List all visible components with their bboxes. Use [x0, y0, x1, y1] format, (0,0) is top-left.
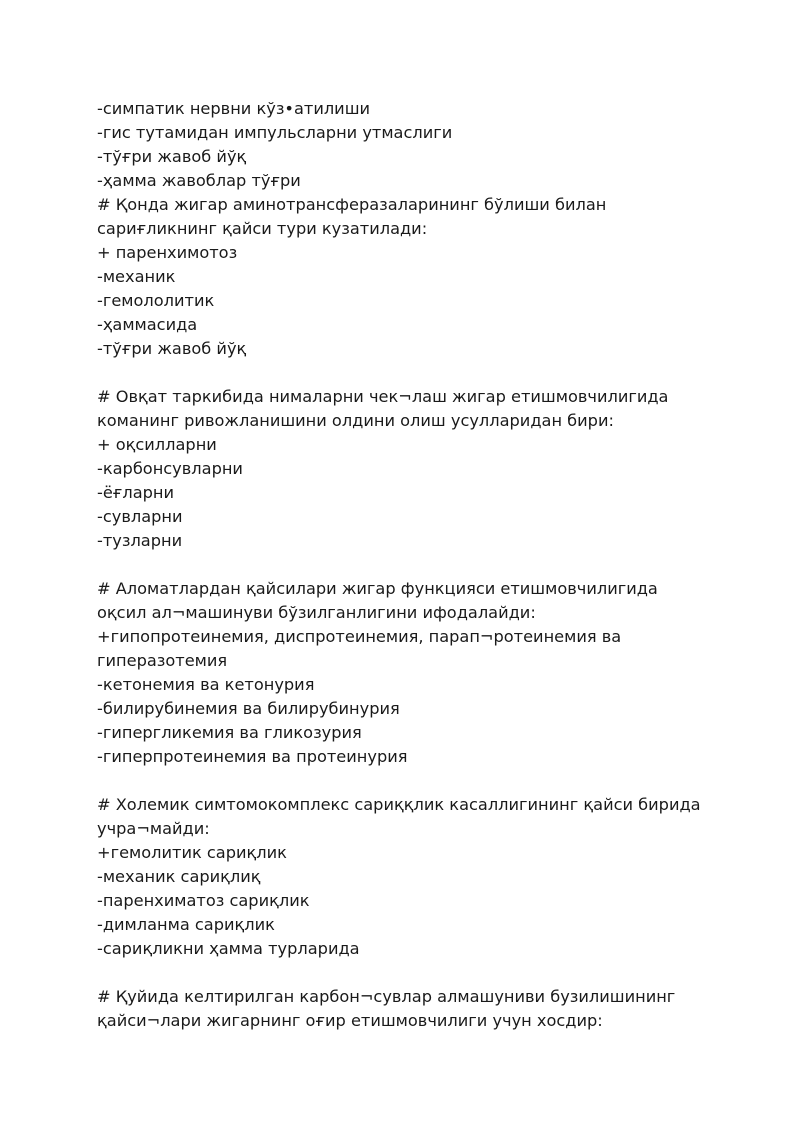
blank-line	[97, 361, 737, 385]
correct-answer: + оқсилларни	[97, 435, 217, 454]
document-text	[97, 97, 737, 1033]
question-line: # Қуйида келтирилган карбон¬сувлар алмашуниви бузилишининг	[97, 987, 676, 1006]
answer-option: -билирубинемия ва билирубинурия	[97, 699, 400, 718]
blank-line	[97, 769, 737, 793]
answer-option: -ҳаммасида	[97, 315, 198, 334]
question-line: сариғликнинг қайси тури кузатилади:	[97, 219, 428, 238]
answer-option: -сариқликни ҳамма турларида	[97, 939, 360, 958]
correct-answer: гиперазотемия	[97, 651, 228, 670]
answer-option: -гипергликемия ва гликозурия	[97, 723, 362, 742]
question-line: # Холемик симтомокомплекс сариққлик касаллигининг қайси бирида	[97, 795, 701, 814]
answer-option: -карбонсувларни	[97, 459, 243, 478]
question-line: команинг ривожланишини олдини олиш усулларидан бири:	[97, 411, 614, 430]
answer-option: -паренхиматоз сариқлик	[97, 891, 310, 910]
text-line: -тўғри жавоб йўқ	[97, 147, 247, 166]
answer-option: -гиперпротеинемия ва протеинурия	[97, 747, 408, 766]
blank-line	[97, 553, 737, 577]
blank-line	[97, 961, 737, 985]
answer-option: -сувларни	[97, 507, 183, 526]
text-line: -ҳамма жавоблар тўғри	[97, 171, 301, 190]
question-line: учра¬майди:	[97, 819, 210, 838]
question-line: # Аломатлардан қайсилари жигар функцияси етишмовчилигида	[97, 579, 658, 598]
answer-option: -кетонемия ва кетонурия	[97, 675, 315, 694]
question-line: қайси¬лари жигарнинг оғир етишмовчилиги учун хосдир:	[97, 1011, 603, 1030]
text-line: -гис тутамидан импульсларни утмаслиги	[97, 123, 453, 142]
question-line: # Овқат таркибида нималарни чек¬лаш жигар етишмовчилигида	[97, 387, 669, 406]
answer-option: -димланма сариқлик	[97, 915, 275, 934]
correct-answer: + паренхимотоз	[97, 243, 238, 262]
correct-answer: +гипопротеинемия, диспротеинемия, парап¬ротеинемия ва	[97, 627, 622, 646]
correct-answer: +гемолитик сариқлик	[97, 843, 287, 862]
answer-option: -тўғри жавоб йўқ	[97, 339, 247, 358]
answer-option: -механик	[97, 267, 176, 286]
question-line: # Қонда жигар аминотрансферазаларининг бўлиши билан	[97, 195, 607, 214]
answer-option: -гемололитик	[97, 291, 215, 310]
answer-option: -ёғларни	[97, 483, 175, 502]
question-line: оқсил ал¬машинуви бўзилганлигини ифодалайди:	[97, 603, 536, 622]
answer-option: -тузларни	[97, 531, 183, 550]
answer-option: -механик сариқлиқ	[97, 867, 261, 886]
text-line: -симпатик нервни кўз•атилиши	[97, 99, 371, 118]
